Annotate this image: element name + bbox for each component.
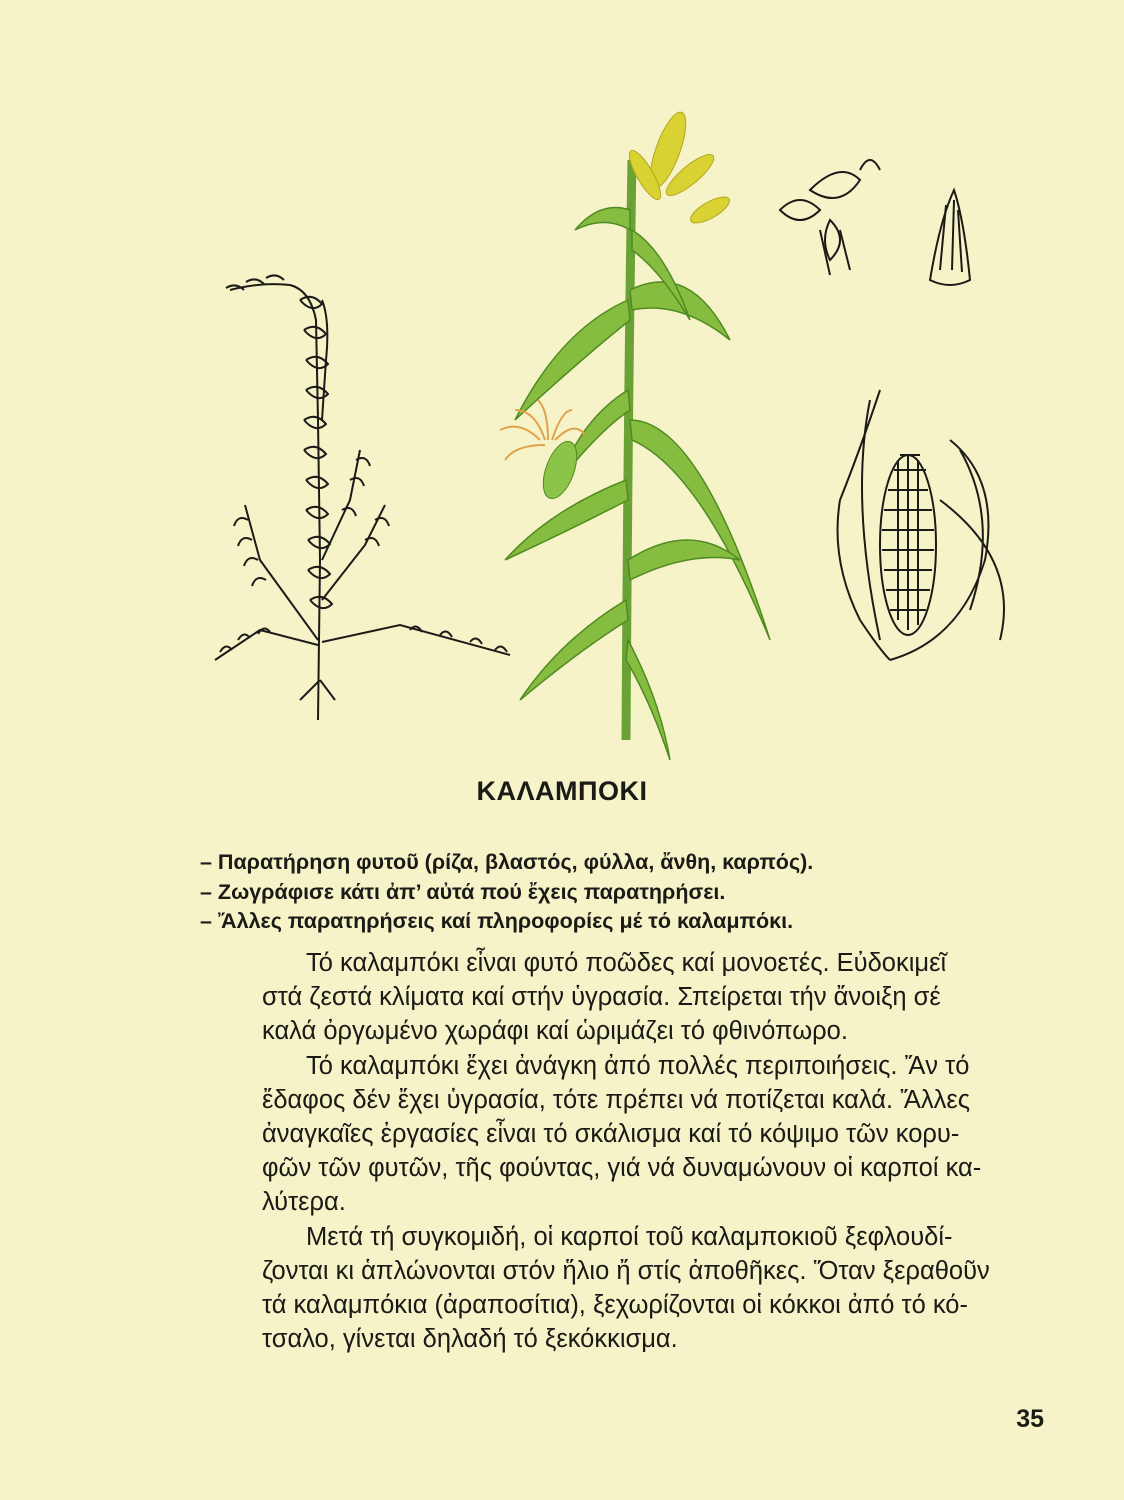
text-line: τσαλο, γίνεται δηλαδή τό ξεκόκκισμα. xyxy=(262,1325,678,1354)
text-line: Τό καλαμπόκι ἔχει ἀνάγκη ἀπό πολλές περιποιήσεις. Ἄν τό xyxy=(306,1051,970,1080)
text-line: καλά ὀργωμένο χωράφι καί ὡριμάζει τό φθινόπωρο. xyxy=(262,1017,848,1046)
task-item: – Ζωγράφισε κάτι ἀπ’ αὐτά πού ἔχεις παρατηρήσει. xyxy=(200,879,726,904)
text-line: ζονται κι ἁπλώνονται στόν ἥλιο ἤ στίς ἀποθῆκες. Ὅταν ξεραθοῦν xyxy=(262,1256,990,1285)
text-line: στά ζεστά κλίματα καί στήν ὑγρασία. Σπείρεται τήν ἄνοιξη σέ xyxy=(262,983,941,1012)
page-title: ΚΑΛΑΜΠΟΚΙ xyxy=(476,776,648,806)
corn-ear-drawing xyxy=(838,390,1005,660)
page-number: 35 xyxy=(1016,1405,1044,1433)
corn-tassel-drawing xyxy=(215,275,510,720)
task-item: – Παρατήρηση φυτοῦ (ρίζα, βλαστός, φύλλα, ἄνθη, καρπός). xyxy=(200,850,814,874)
text-line: λύτερα. xyxy=(262,1188,346,1217)
text-line: ἀναγκαῖες ἐργασίες εἶναι τό σκάλισμα καί τό κόψιμο τῶν κορυ- xyxy=(262,1120,960,1149)
corn-plant-painting xyxy=(500,108,770,760)
male-flower-drawing xyxy=(780,160,970,285)
paragraph xyxy=(262,1049,1052,1220)
text-line: Τό καλαμπόκι εἶναι φυτό ποῶδες καί μονοετές. Εὐδοκιμεῖ xyxy=(306,949,947,977)
body-text xyxy=(262,946,1052,1356)
paragraph xyxy=(262,1220,1052,1357)
task-item: – Ἄλλες παρατηρήσεις καί πληροφορίες μέ τό καλαμπόκι. xyxy=(200,909,794,933)
paragraph xyxy=(262,946,1052,1049)
text-line: ἔδαφος δέν ἔχει ὑγρασία, τότε πρέπει νά ποτίζεται καλά. Ἄλλες xyxy=(262,1085,971,1114)
task-list xyxy=(200,848,1040,937)
text-line: Μετά τή συγκομιδή, οἱ καρποί τοῦ καλαμποκιοῦ ξεφλουδί- xyxy=(306,1222,953,1251)
text-line: τά καλαμπόκια (ἀραποσίτια), ξεχωρίζονται οἱ κόκκοι ἀπό τό κό- xyxy=(262,1291,968,1320)
text-line: φῶν τῶν φυτῶν, τῆς φούντας, γιά νά δυναμώνουν οἱ καρποί κα- xyxy=(262,1154,982,1183)
